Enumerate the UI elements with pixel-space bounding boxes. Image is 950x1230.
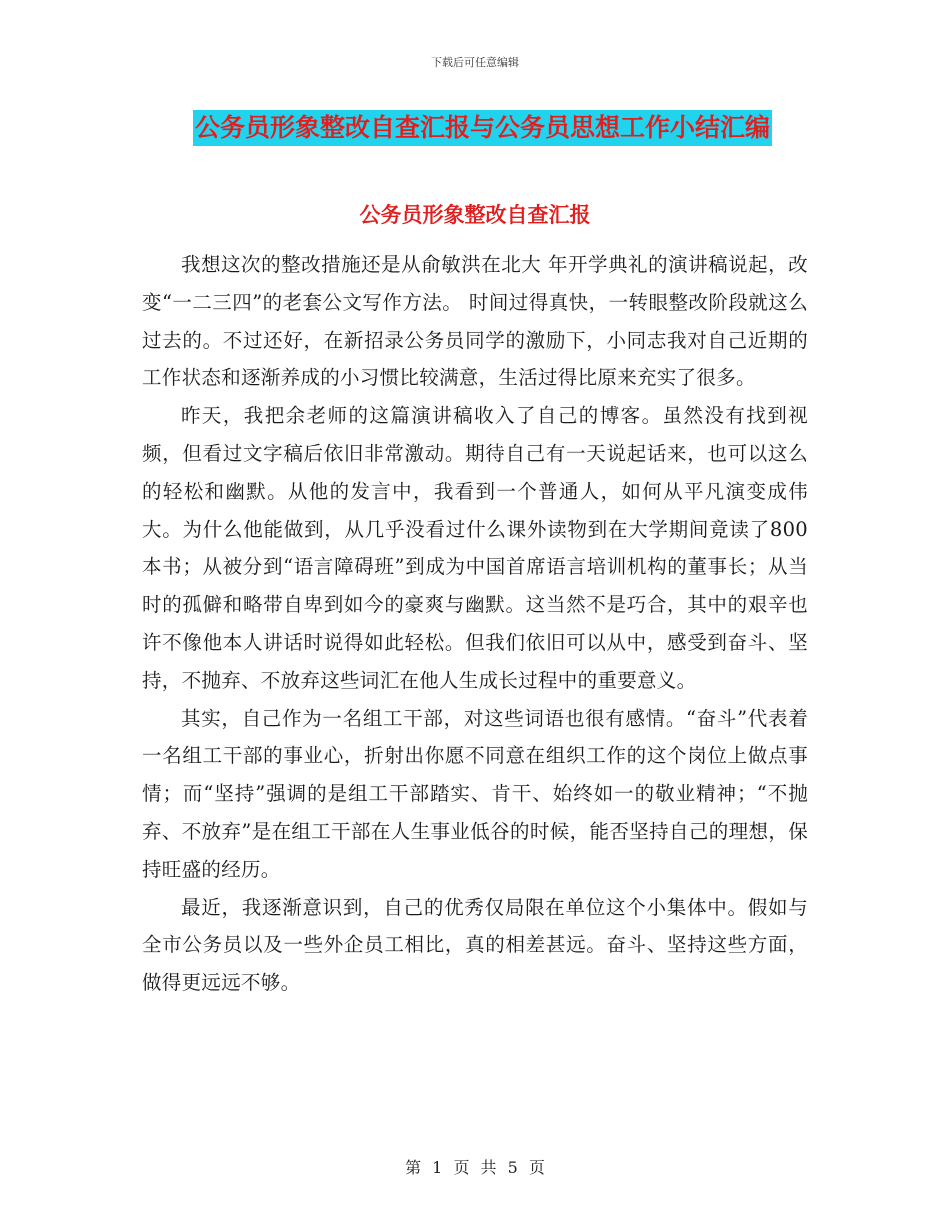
paragraph: 昨天，我把余老师的这篇演讲稿收入了自己的博客。虽然没有找到视频，但看过文字稿后依旧非常激动。期待自己有一天说起话来，也可以这么的轻松和幽默。从他的发言中，我看到一个普通人，如何从平凡演变成伟大。为什么他能做到，从几乎没看过什么课外读物到在大学期间竟读了800本书；从被分到“语言障碍班”到成为中国首席语言培训机构的董事长；从当时的孤僻和略带自卑到如今的豪爽与幽默。这当然不是巧合，其中的艰辛也许不像他本人讲话时说得如此轻松。但我们依旧可以从中，感受到奋斗、坚持，不抛弃、不放弃这些词汇在他人生成长过程中的重要意义。 [142, 404, 808, 692]
page-number-footer: 第 1 页 共 5 页 [405, 1158, 545, 1177]
page-header-note: 下载后可任意编辑 [431, 56, 519, 69]
paragraph: 其实，自己作为一名组工干部，对这些词语也很有感情。“奋斗”代表着一名组工干部的事业心，折射出你愿不同意在组织工作的这个岗位上做点事情；而“坚持”强调的是组工干部踏实、肯干、始终如一的敬业精神；“不抛弃、不放弃”是在组工干部在人生事业低谷的时候，能否坚持自己的理想，保持旺盛的经历。 [142, 706, 808, 881]
paragraph: 我想这次的整改措施还是从俞敏洪在北大 年开学典礼的演讲稿说起，改变“一二三四”的老套公文写作方法。 时间过得真快，一转眼整改阶段就这么过去的。不过还好，在新招录公务员同学的激励下，小同志我对自己近期的工作状态和逐渐养成的小习惯比较满意，生活过得比原来充实了很多。 [142, 253, 808, 390]
document-title: 公务员形象整改自查汇报与公务员思想工作小结汇编 [193, 110, 772, 146]
document-body [142, 246, 808, 1002]
section-title: 公务员形象整改自查汇报 [359, 203, 591, 227]
paragraph: 最近，我逐渐意识到，自己的优秀仅局限在单位这个小集体中。假如与全市公务员以及一些外企员工相比，真的相差甚远。奋斗、坚持这些方面，做得更远远不够。 [142, 895, 808, 995]
